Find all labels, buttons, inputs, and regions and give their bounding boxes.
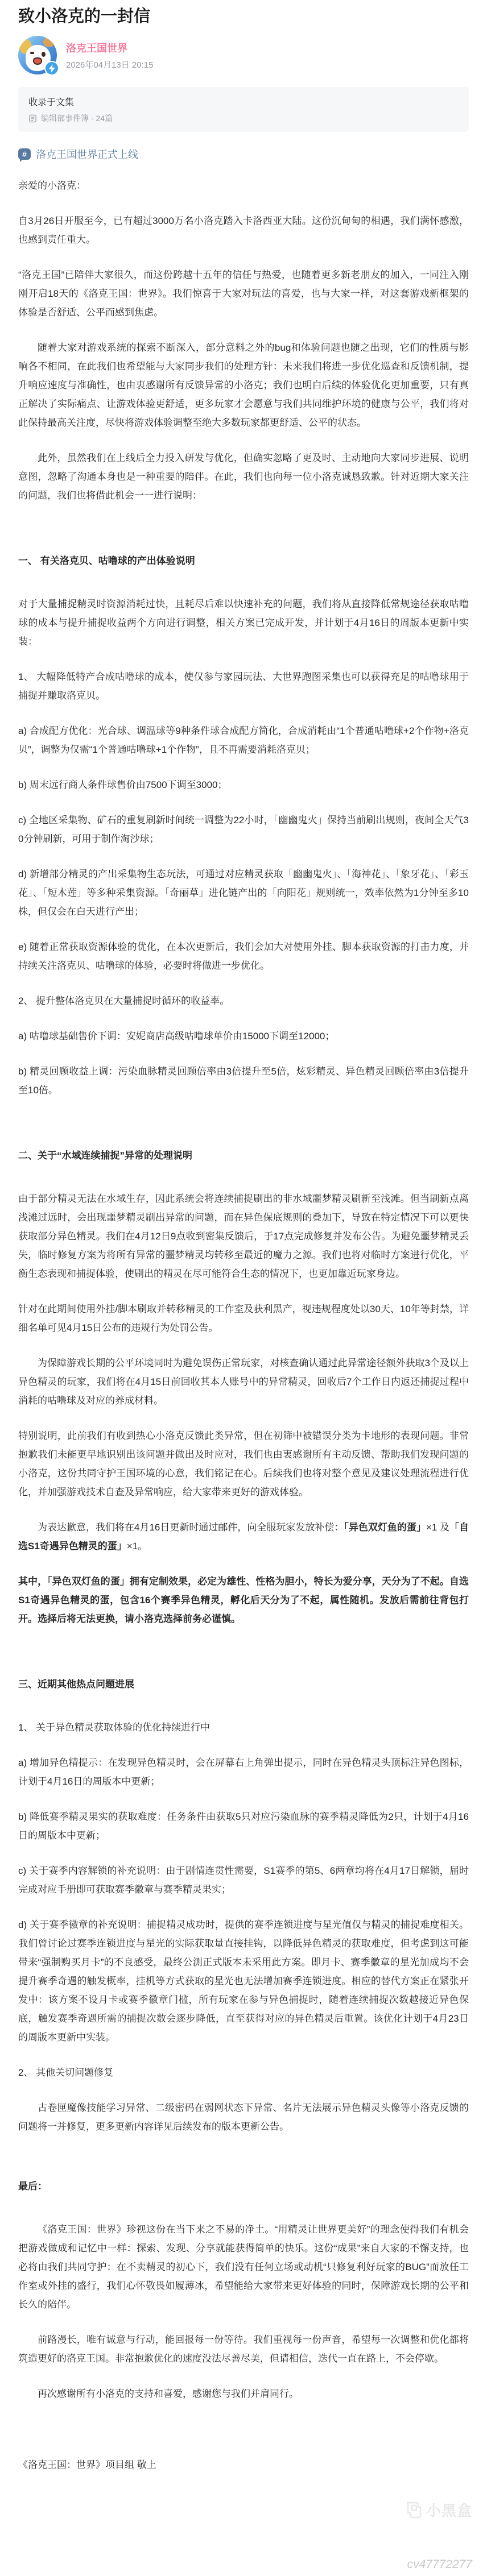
author-avatar[interactable] xyxy=(18,36,57,74)
section-3-heading: 三、近期其他热点问题进展 xyxy=(18,1679,134,1690)
letter-paragraph: 特别说明，此前我们有收到热心小洛克反馈此类异常，但在初筛中被错误分类为卡地形的表现问题。非常抱歉我们未能更早地识别出该问题并做出及时应对，我们也由衷感谢所有主动反馈、帮助我们发现问题的小洛克，这份共同守护王国环境的心意，我们铭记在心。后续我们也将对整个意见及建议处理流程进行优化，并加强游戏技术自查及异常响应，给大家带来更好的游戏体验。 xyxy=(18,1430,469,1498)
author-meta xyxy=(66,40,153,70)
letter-paragraph: “洛克王国”已陪伴大家很久，而这份跨越十五年的信任与热爱，也随着更多新老朋友的加入，一同注入刚刚开启18天的《洛克王国：世界》。我们惊喜于大家对玩法的喜爱，也与大家一样，对这套游戏新框架的体验是否舒适、公平而感到焦虑。 xyxy=(18,269,469,318)
collection-name: 编辑部事件簿 · 24篇 xyxy=(41,114,113,123)
letter-paragraph: 自3月26日开服至今，已有超过3000万名小洛克踏入卡洛西亚大陆。这份沉甸甸的相遇，我们满怀感激，也感到责任重大。 xyxy=(18,215,469,246)
letter-subheading: 2、 其他关切问题修复 xyxy=(18,2067,114,2079)
publish-date: 2026年04月13日 20:15 xyxy=(66,60,154,70)
letter-paragraph: 前路漫长，唯有诚意与行动，能回报每一份等待。我们重视每一份声音，希望每一次调整和优化都将筑造更好的洛克王国。非常抱歉优化的速度没法尽善尽美，但请相信，迭代一直在路上，不会停歇。 xyxy=(18,2334,469,2365)
letter-paragraph: 为保障游戏长期的公平环境同时为避免误伤正常玩家，对核查确认通过此异常途径额外获取3个及以上异色精灵的玩家，我们将在4月15日前回收其本人账号中的异常精灵，回收后7个工作日内返还捕捉过程中消耗的咕噜球及对应的养成材料。 xyxy=(18,1358,469,1407)
letter-paragraph: 针对在此期间使用外挂/脚本刷取并转移精灵的工作室及获利黑产，视违规程度处以30天、10年等封禁，详细名单可见4月15日公布的违规行为处罚公告。 xyxy=(18,1304,469,1334)
hashtag-glyph: # xyxy=(22,150,27,159)
letter-list-item: b) 精灵回顾收益上调：污染血脉精灵回顾倍率由3倍提升至5倍，炫彩精灵、异色精灵回顾倍率由3倍提升至10倍。 xyxy=(18,1066,469,1096)
letter-list-item: a) 咕噜球基础售价下调：安妮商店高级咕噜球单价由15000下调至12000； xyxy=(18,1031,335,1042)
letter-paragraph: 由于部分精灵无法在水域生存，因此系统会将连续捕捉刷出的非水域噩梦精灵刷新至浅滩。但当刷新点离浅滩过远时，会出现噩梦精灵刷出异常的问题，而在异色保底规则的叠加下，导致在特定情况下可以更快获取部分异色精灵。我们在4月12日9点收到密集反馈后，于17点完成修复并发布公告。为避免噩梦精灵丢失，临时修复方案为将所有异常的噩梦精灵均转移至最近的魔力之源。我们也将对临时方案进行优化，平衡生态表现和捕捉体验，使刷出的精灵在尽可能符合生态的情况下，也更加靠近玩家身边。 xyxy=(18,1193,469,1280)
letter-paragraph: 对于大量捕捉精灵时资源消耗过快，且耗尽后难以快速补充的问题，我们将从直接降低常规途径获取咕噜球的成本与提升捕捉收益两个方向进行调整，相关方案已完成开发，并计划于4月16日的周版本更新中实装： xyxy=(18,599,469,648)
cv-watermark: cv47772277 xyxy=(407,2558,472,2571)
compensation-item: 「自选S1奇遇异色精灵的蛋」 xyxy=(18,1522,469,1552)
letter-paragraph: 古卷匣魔像技能学习异常、二级密码在弱网状态下异常、名片无法展示异色精灵头像等小洛克反馈的问题将一并修复，更多更新内容详见后续发布的版本更新公告。 xyxy=(18,2102,469,2133)
letter-list-item: a) 合成配方优化：光合球、调温球等9种条件球合成配方简化，合成消耗由“1个普通咕噜球+2个作物+洛克贝”，调整为仅需“1个普通咕噜球+1个作物”，且不再需要消耗洛克贝； xyxy=(18,725,469,756)
letter-paragraph: 此外，虽然我们在上线后全力投入研发与优化，但确实忽略了更及时、主动地向大家同步进展、说明意图，忽略了沟通本身也是一种重要的陪伴。在此，我们也向每一位小洛克诚恳致歉。针对近期大家关注的问题，我们也将借此机会一一进行说明： xyxy=(18,453,469,501)
letter-list-item: b) 降低赛季精灵果实的获取难度：任务条件由获取5只对应污染血脉的赛季精灵降低为2只，计划于4月16日的周版本中更新； xyxy=(18,1811,469,1841)
compensation-text: 为表达歉意，我们将在4月16日更新时通过邮件，向全服玩家发放补偿： xyxy=(38,1522,344,1533)
collection-sub xyxy=(28,113,459,124)
letter-subheading: 1、 关于异色精灵获取体验的优化持续进行中 xyxy=(18,1722,211,1733)
hashtag-bubble-icon xyxy=(18,148,31,160)
letter-paragraph: 随着大家对游戏系统的探索不断深入，部分意料之外的bug和体验问题也随之出现，它们的性质与影响各不相同，在此我们也希望能与大家同步我们的处理方针：未来我们将进一步优化巡查和反馈机制，提升响应速度与准确性，也由衷感谢所有反馈异常的小洛克；我们也明白后续的体验优化更加重要，只有真正解决了实际痛点、让游戏体验更舒适，更多玩家才会愿意与我们共同维护环境的健康与公平，我们将对此保持最高关注度，尽快将游戏体验调整至绝大多数玩家都更舒适、公平的状态。 xyxy=(18,342,469,429)
avatar-eye xyxy=(30,52,34,54)
section-2-heading: 二、关于“水域连续捕捉”异常的处理说明 xyxy=(18,1150,192,1162)
collection-doc-icon xyxy=(28,114,37,123)
letter-paragraph: 再次感谢所有小洛克的支持和喜爱，感谢您与我们并肩同行。 xyxy=(38,2388,299,2400)
letter-list-item: e) 随着正常获取资源体验的优化，在本次更新后，我们会加大对使用外挂、脚本获取资源的打击力度，并持续关注洛克贝、咕噜球的体验，必要时将做进一步优化。 xyxy=(18,941,469,972)
author-name-link[interactable]: 洛克王国世界 xyxy=(66,42,127,54)
section-1-heading: 一、 有关洛克贝、咕噜球的产出体验说明 xyxy=(18,555,195,567)
letter-list-item: c) 全地区采集物、矿石的重复刷新时间统一调整为22小时，「幽幽鬼火」保持当前刷出规则，夜间全天气30分钟刷新，可用于制作淘沙球； xyxy=(18,815,469,845)
compensation-text: ×1。 xyxy=(126,1541,148,1552)
author-row xyxy=(18,36,469,74)
heybox-watermark-text: 小黑盒 xyxy=(426,2502,472,2520)
final-heading: 最后： xyxy=(18,2181,47,2192)
letter-list-item: d) 新增部分精灵的产出采集物生态玩法，可通过对应精灵获取「幽幽鬼火」、「海神花」、「象牙花」、「彩玉花」、「短木莲」等多种采集资源。「奇丽草」进化链产出的「向阳花」规则统一，效率依然为1分钟至多10株，但仅会在白天进行产出； xyxy=(18,869,469,918)
topic-label: 洛克王国世界正式上线 xyxy=(36,149,138,161)
compensation-detail-paragraph: 其中，「异色双灯鱼的蛋」拥有定制效果，必定为雄性、性格为胆小，特长为爱分享，天分为了不起。自选S1奇遇异色精灵的蛋，包含16个赛季异色精灵，孵化后天分为了不起，属性随机。发放后需前往背包打开。选择后将无法更换，请小洛克选择前务必谨慎。 xyxy=(18,1576,469,1625)
collection-label: 收录于文集 xyxy=(28,98,75,108)
salutation: 亲爱的小洛克： xyxy=(18,180,86,192)
letter-list-item: b) 周末远行商人条件球售价由7500下调至3000； xyxy=(18,779,228,791)
topic-tag[interactable] xyxy=(18,147,469,161)
signoff: 《洛克王国：世界》项目组 敬上 xyxy=(18,2459,156,2471)
article-title: 致小洛克的一封信 xyxy=(18,7,151,26)
compensation-item: 「异色双灯鱼的蛋」 xyxy=(344,1522,426,1533)
heybox-watermark xyxy=(406,2499,472,2520)
letter-list-item: 1、 大幅降低特产合成咕噜球的成本，使仅参与家园玩法、大世界跑图采集也可以获得充足的咕噜球用于捕捉并赚取洛克贝。 xyxy=(18,671,469,702)
avatar-mouth xyxy=(33,57,42,65)
letter-list-item: d) 关于赛季徽章的补充说明：捕捉精灵成功时，提供的赛季连锁进度与星光值仅与精灵的捕捉难度相关。我们曾讨论过赛季连锁进度与星光的实际获取量直接挂钩，以降低异色精灵的获取难度，但考虑到这可能带来“强制购买月卡”的不良感受，最终公测正式版本未采用此方案。即月卡、赛季徽章的星光加成均不会提升赛季奇遇的触发概率，挂机等方式获取的星光也无法增加赛季连锁进度。相应的替代方案正在紧张开发中：该方案不设月卡或赛季徽章门槛，所有玩家在参与异色捕捉时，随着连续捕捉次数越接近异色保底，触发赛季奇遇所需的捕捉次数会逐步降低，直至获得对应的异色精灵后重置。该优化计划于4月23日的周版本更新中实装。 xyxy=(18,1919,469,2043)
letter-list-item: 2、 提升整体洛克贝在大量捕捉时循环的收益率。 xyxy=(18,995,230,1007)
avatar-decoration xyxy=(43,37,55,47)
heybox-logo-icon xyxy=(406,2500,423,2520)
letter-list-item: c) 关于赛季内容解锁的补充说明：由于剧情连贯性需要，S1赛季的第5、6两章均将在4月17日解锁，届时完成对应手册即可获取赛季徽章与赛季精灵果实； xyxy=(18,1865,469,1895)
compensation-text: ×1 及 xyxy=(426,1522,449,1533)
letter-list-item: a) 增加异色精提示：在发现异色精灵时，会在屏幕右上角弹出提示，同时在异色精灵头顶标注异色图标，计划于4月16日的周版本中更新； xyxy=(18,1757,469,1787)
letter-paragraph: 《洛克王国：世界》珍视这份在当下来之不易的净土。“用精灵让世界更美好”的理念使得我们有机会把游戏做成和记忆中一样：探索、发现、分享就能获得简单的快乐。这份“成果”来自大家的不懈支持，也必将由我们共同守护：在不卖精灵的初心下，我们没有任何立场或动机“只修复利好玩家的BUG”而放任工作室或外挂的盛行，我们心怀敬畏如履薄冰，希望能给大家带来更好体验的同时，保障游戏长期的公平和长久的陪伴。 xyxy=(18,2224,469,2310)
compensation-paragraph xyxy=(18,1518,469,1555)
avatar-eye xyxy=(42,52,46,57)
verified-lightning-badge-icon xyxy=(44,61,59,76)
collection-box[interactable] xyxy=(18,87,469,132)
